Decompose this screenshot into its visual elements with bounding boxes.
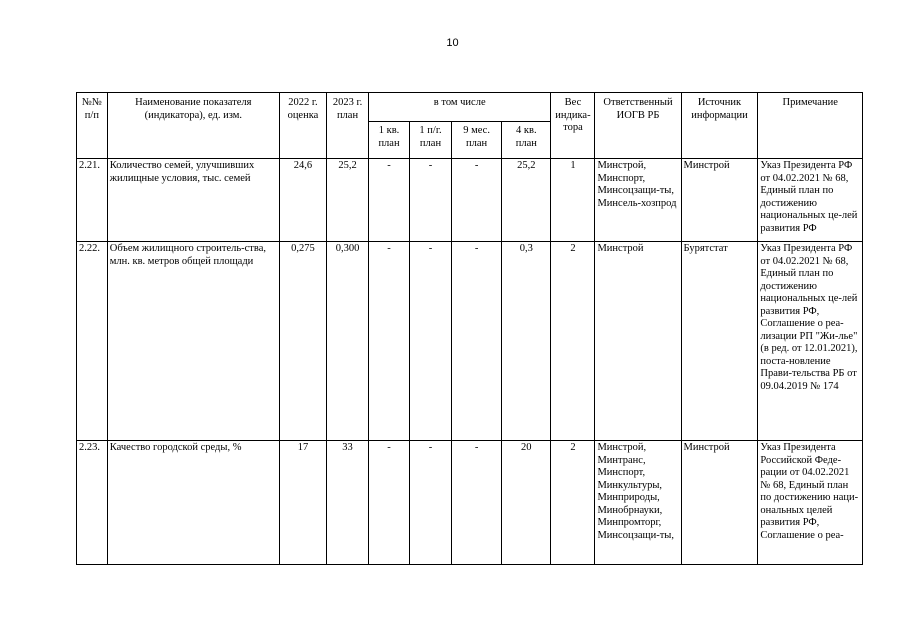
row-2022: 17 bbox=[279, 441, 326, 565]
row-9m: - bbox=[452, 159, 502, 242]
row-q1: - bbox=[369, 441, 410, 565]
header-2023: 2023 г. план bbox=[327, 93, 369, 159]
row-responsible: Минстрой bbox=[595, 242, 681, 441]
header-responsible: Ответственный ИОГВ РБ bbox=[595, 93, 681, 159]
table-row bbox=[77, 441, 863, 565]
header-row bbox=[77, 93, 863, 122]
row-weight: 2 bbox=[551, 441, 595, 565]
row-note: Указ Президента РФ от 04.02.2021 № 68, Единый план по достижению национальных це-лей развития РФ bbox=[758, 159, 863, 242]
header-2022: 2022 г. оценка bbox=[279, 93, 326, 159]
row-h1: - bbox=[410, 159, 452, 242]
row-name: Количество семей, улучшивших жилищные условия, тыс. семей bbox=[107, 159, 279, 242]
header-including: в том числе bbox=[369, 93, 551, 122]
header-weight: Вес индика-тора bbox=[551, 93, 595, 159]
header-source: Источник информации bbox=[681, 93, 758, 159]
row-num: 2.21. bbox=[77, 159, 108, 242]
header-h1: 1 п/г. план bbox=[410, 122, 452, 159]
table-row bbox=[77, 159, 863, 242]
row-2023: 33 bbox=[327, 441, 369, 565]
row-2023: 0,300 bbox=[327, 242, 369, 441]
header-num: №№ п/п bbox=[77, 93, 108, 159]
header-q4: 4 кв. план bbox=[502, 122, 551, 159]
row-num: 2.23. bbox=[77, 441, 108, 565]
row-responsible: Минстрой, Минтранс, Минспорт, Минкультуры, Минприроды, Минобрнауки, Минпромторг, Минсоцзащи-ты, bbox=[595, 441, 681, 565]
row-q4: 20 bbox=[502, 441, 551, 565]
row-2022: 24,6 bbox=[279, 159, 326, 242]
row-responsible: Минстрой, Минспорт, Минсоцзащи-ты, Минсель-хозпрод bbox=[595, 159, 681, 242]
header-9m: 9 мес. план bbox=[452, 122, 502, 159]
table-row bbox=[77, 242, 863, 441]
row-source: Бурятстат bbox=[681, 242, 758, 441]
row-2022: 0,275 bbox=[279, 242, 326, 441]
row-weight: 1 bbox=[551, 159, 595, 242]
header-name: Наименование показателя (индикатора), ед. изм. bbox=[107, 93, 279, 159]
row-source: Минстрой bbox=[681, 441, 758, 565]
row-note: Указ Президента РФ от 04.02.2021 № 68, Единый план по достижению национальных це-лей развития РФ, Соглашение о реа-лизации РП "Жи-лье"(в ред. от 12.01.2021), поста-новление Прави-тельства РБ от 09.04.2019 № 174 bbox=[758, 242, 863, 441]
row-num: 2.22. bbox=[77, 242, 108, 441]
row-9m: - bbox=[452, 242, 502, 441]
row-q1: - bbox=[369, 159, 410, 242]
row-q1: - bbox=[369, 242, 410, 441]
row-9m: - bbox=[452, 441, 502, 565]
row-source: Минстрой bbox=[681, 159, 758, 242]
row-name: Качество городской среды, % bbox=[107, 441, 279, 565]
page-number: 10 bbox=[446, 37, 459, 49]
header-note: Примечание bbox=[758, 93, 863, 159]
header-q1: 1 кв. план bbox=[369, 122, 410, 159]
indicators-table bbox=[76, 92, 863, 565]
row-h1: - bbox=[410, 242, 452, 441]
row-q4: 25,2 bbox=[502, 159, 551, 242]
row-name: Объем жилищного строитель-ства, млн. кв. метров общей площади bbox=[107, 242, 279, 441]
row-weight: 2 bbox=[551, 242, 595, 441]
row-q4: 0,3 bbox=[502, 242, 551, 441]
row-h1: - bbox=[410, 441, 452, 565]
row-note: Указ Президента Российской Феде-рации от 04.02.2021 № 68, Единый план по достижению наци-ональных целей развития РФ, Соглашение о реа- bbox=[758, 441, 863, 565]
row-2023: 25,2 bbox=[327, 159, 369, 242]
